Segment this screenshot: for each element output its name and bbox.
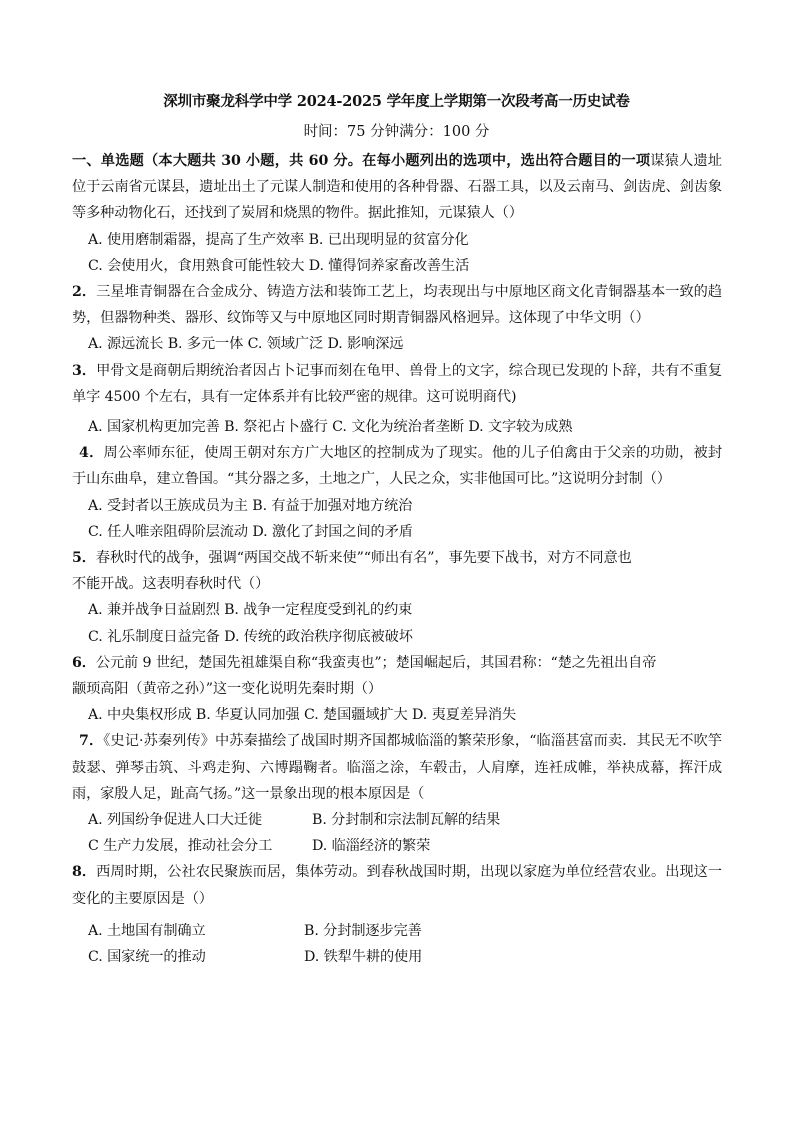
q8-option-a: A. 土地国有制确立 (88, 922, 206, 939)
q4-options-row-2: C. 任人唯亲阻碍阶层流动 D. 激化了封国之间的矛盾 (88, 523, 413, 540)
q8-stem (72, 859, 722, 911)
q3-number: 3． (72, 362, 97, 379)
exam-meta: 时间：75 分钟满分：100 分 (303, 124, 490, 140)
q6-stem-line-1 (72, 650, 722, 676)
q4-stem (72, 440, 722, 492)
section-heading: 一、单选题（本大题共 30 小题，共 60 分。在每小题列出的选项中，选出符合题目的一项 (72, 153, 651, 169)
q4-options-row-1: A. 受封者以王族成员为主 B. 有益于加强对地方统治 (88, 497, 413, 514)
q6-text-1: 公元前 9 世纪，楚国先祖雄渠自称“我蛮夷也”；楚国崛起后，其国君称：“楚之先祖出自帝 (95, 654, 657, 671)
q8-number: 8． (72, 864, 97, 881)
q1-options-row-1: A. 使用磨制霜器，提高了生产效率 B. 已出现明显的贫富分化 (88, 231, 469, 248)
q7-option-d: D. 临淄经济的繁荣 (312, 838, 431, 855)
q3-options: A. 国家机构更加完善 B. 祭祀占卜盛行 C. 文化为统治者垄断 D. 文字较为成熟 (88, 419, 573, 436)
q8-option-d: D. 铁犁牛耕的使用 (304, 949, 423, 966)
question-list (72, 148, 722, 970)
q1-stem: 谋猿人遗址位于云南省元谋县，遗址出土了元谋人制造和使用的各种骨器、石器工具，以及云南马、剑齿虎、剑齿象等多种动物化石，还找到了炭屑和烧黑的物件。据此推知，元谋猿人（） (72, 153, 722, 222)
q5-options-row-2: C. 礼乐制度日益完备 D. 传统的政治秩序彻底被破坏 (88, 628, 413, 645)
q7-text: 《史记·苏秦列传》中苏秦描绘了战国时期齐国都城临淄的繁荣形象，“临淄甚富而卖．其民无不吹竽鼓瑟、弹琴击筑、斗鸡走狗、六博蹋鞠者。临淄之涂，车毂击，人肩摩，连衽成帷，举袂成幕，挥汗成雨，家殷人足，趾高气扬。”这一景象出现的根本原因是（ (72, 733, 722, 802)
q7-number: 7． (79, 733, 104, 750)
q2-number: 2． (72, 284, 97, 301)
q7-option-c: C 生产力发展，推动社会分工 (88, 838, 273, 855)
q4-text: 周公率师东征，使周王朝对东方广大地区的控制成为了现实。他的儿子伯禽由于父亲的功勋，被封于山东曲阜，建立鲁国。“其分器之多，土地之广，人民之众，实非他国可比。”这说明分封制（） (72, 445, 722, 488)
q6-options: A. 中央集权形成 B. 华夏认同加强 C. 楚国疆域扩大 D. 夷夏差异消失 (88, 707, 517, 724)
q7-option-a: A. 列国纷争促进人口大迁徙 (88, 812, 262, 829)
q1-options-row-2: C. 会使用火，食用熟食可能性较大 D. 懂得饲养家畜改善生活 (88, 257, 470, 274)
q8-option-b: B. 分封制逐步完善 (304, 922, 422, 939)
q7-stem (72, 728, 722, 807)
q5-stem-line-2: 不能开战。这表明春秋时代（） (72, 576, 270, 593)
q6-stem-line-2: 颛顼高阳（黄帝之孙）”这一变化说明先秦时期（） (72, 681, 382, 698)
q2-text: 三星堆青铜器在合金成分、铸造方法和装饰工艺上，均表现出与中原地区商文化青铜器基本一致的趋势，但器物种类、器形、纹饰等又与中原地区同时期青铜器风格迥异。这体现了中华文明（） (72, 284, 722, 327)
q4-number: 4． (79, 445, 104, 462)
q8-options-row-1 (72, 918, 722, 944)
exam-title: 深圳市聚龙科学中学 2024-2025 学年度上学期第一次段考高一历史试卷 (163, 93, 630, 110)
q2-stem (72, 279, 722, 331)
q8-text: 西周时期，公社农民聚族而居，集体劳动。到春秋战国时期，出现以家庭为单位经营农业。出现这一变化的主要原因是（） (72, 864, 722, 907)
q5-number: 5． (72, 550, 96, 567)
q7-options-row-2 (72, 833, 722, 859)
q7-option-b: B. 分封制和宗法制瓦解的结果 (312, 812, 501, 829)
q2-options: A. 源远流长 B. 多元一体 C. 领域广泛 D. 影响深远 (88, 336, 404, 353)
q5-stem-line-1 (72, 545, 722, 571)
q8-options-row-2 (72, 944, 722, 970)
q6-number: 6． (72, 654, 96, 671)
q3-stem (72, 358, 722, 410)
q8-option-c: C. 国家统一的推动 (88, 949, 206, 966)
q7-options-row-1 (72, 807, 722, 833)
q5-options-row-1: A. 兼并战争日益剧烈 B. 战争一定程度受到礼的约束 (88, 602, 413, 619)
section-heading-and-q1 (72, 148, 722, 227)
q5-text-1: 春秋时代的战争，强调“两国交战不斩来使”“师出有名”，事先要下战书，对方不同意也 (95, 550, 632, 567)
q3-text: 甲骨文是商朝后期统治者因占卜记事而刻在龟甲、兽骨上的文字，综合现已发现的卜辞，共有不重复单字 4500 个左右，具有一定体系并有比较严密的规律。这可说明商代) (72, 362, 722, 405)
